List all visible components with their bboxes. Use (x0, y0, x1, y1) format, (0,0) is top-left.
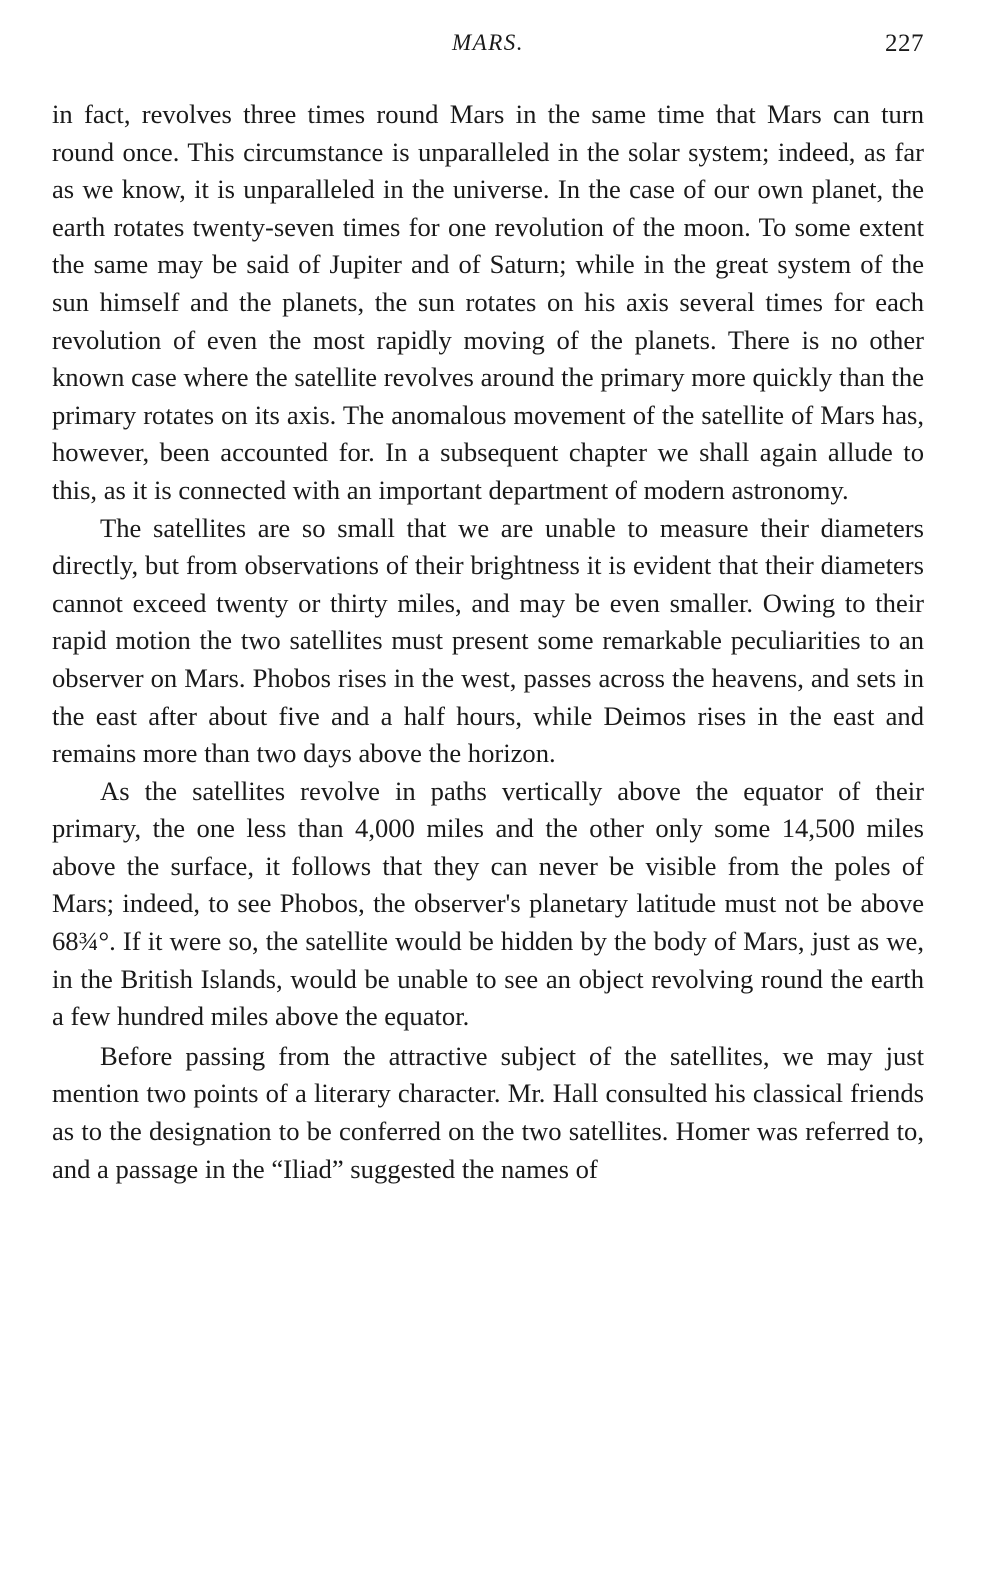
book-page (52, 0, 924, 1588)
paragraph-satellite-size: The satellites are so small that we are unable to measure their diameters directly, but from observations of their brightness it is evident that their diameters cannot exceed twenty or thirty miles, and may be even smaller. Owing to their rapid motion the two satellites must present some remarkable peculiarities to an observer on Mars. Phobos rises in the west, passes across the heavens, and sets in the east after about five and a half hours, while Deimos rises in the east and remains more than two days above the horizon. (52, 512, 924, 769)
running-title: MARS. (451, 30, 524, 55)
paragraph-satellite-visibility: As the satellites revolve in paths vertically above the equator of their primary, the one less than 4,000 miles and the other only some 14,500 miles above the surface, it follows that they can never be visible from the poles of Mars; indeed, to see Phobos, the observer's planetary latitude must not be above 68¾°. If it were so, the satellite would be hidden by the body of Mars, just as we, in the British Islands, would be unable to see an object revolving round the earth a few hundred miles above the equator. (52, 775, 924, 1032)
page-number: 227 (885, 30, 924, 57)
paragraph-continued: in fact, revolves three times round Mars in the same time that Mars can turn round once. This circumstance is unparalleled in the solar system; indeed, as far as we know, it is unparalleled in the universe. In the case of our own planet, the earth rotates twenty-seven times for one revolution of the moon. To some extent the same may be said of Jupiter and of Saturn; while in the great system of the sun himself and the planets, the sun rotates on his axis several times for each revolution of even the most rapidly moving of the planets. There is no other known case where the satellite revolves around the primary more quickly than the primary rotates on its axis. The anomalous movement of the satellite of Mars has, however, been accounted for. In a subsequent chapter we shall again allude to this, as it is connected with an important department of modern astronomy. (52, 99, 924, 505)
running-head (52, 0, 924, 96)
body-text (52, 96, 924, 1188)
paragraph-satellite-names: Before passing from the attractive subject of the satellites, we may just mention two points of a literary character. Mr. Hall consulted his classical friends as to the designation to be conferred on the two satellites. Homer was referred to, and a passage in the “Iliad” suggested the names of (52, 1040, 924, 1184)
